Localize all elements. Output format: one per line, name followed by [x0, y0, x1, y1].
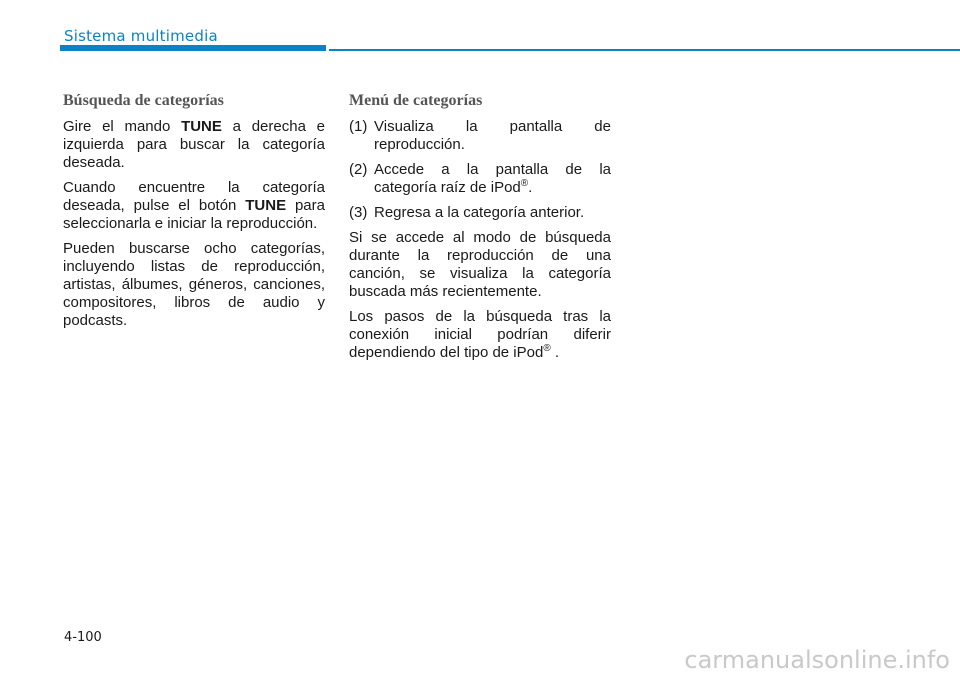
text-fragment: para seleccionarla e iniciar la reproducción.	[63, 197, 325, 232]
header-rule-thick	[60, 45, 326, 51]
text-fragment: Gire el mando	[63, 118, 182, 135]
watermark: carmanualsonline.info	[684, 646, 950, 674]
paragraph-search-mode: Si se accede al modo de búsqueda durante la reproducción de una canción, se visualiza la categoría buscada más recientemente.	[349, 229, 611, 300]
left-column	[63, 92, 325, 337]
text-fragment: .	[550, 344, 560, 361]
paragraph-ipod-type	[349, 308, 611, 362]
text-fragment: a derecha e izquierda para buscar la categoría deseada.	[63, 118, 325, 171]
list-item	[349, 204, 611, 222]
text-fragment: Los pasos de la búsqueda tras la conexión inicial podrían diferir dependiendo del tipo de iPod	[349, 308, 611, 361]
header-rule-thin	[329, 49, 960, 51]
list-item	[349, 118, 611, 154]
paragraph-tune-turn	[63, 118, 325, 172]
page-number: 4-100	[64, 630, 102, 645]
item-text: Accede a la pantalla de la categoría raíz de iPod	[374, 161, 611, 196]
paragraph-tune-press	[63, 179, 325, 233]
text-fragment: Cuando encuentre la categoría deseada, pulse el botón	[63, 179, 325, 214]
heading-menu: Menú de categorías	[349, 92, 483, 109]
heading-busqueda: Búsqueda de categorías	[63, 92, 224, 109]
item-number: (1)	[349, 118, 368, 135]
paragraph-categories: Pueden buscarse ocho categorías, incluyendo listas de reproducción, artistas, álbumes, géneros, canciones, compositores, libros de audio y podcasts.	[63, 240, 325, 329]
registered-mark: ®	[520, 178, 529, 189]
item-number: (2)	[349, 161, 368, 178]
tune-keyword: TUNE	[245, 197, 287, 214]
list-item	[349, 161, 611, 197]
item-text-wrapper	[374, 161, 611, 197]
item-text: Regresa a la categoría anterior.	[374, 204, 585, 221]
item-text-end: .	[528, 179, 533, 196]
item-number: (3)	[349, 204, 368, 221]
registered-mark: ®	[543, 343, 551, 354]
section-title: Sistema multimedia	[64, 27, 218, 45]
right-column	[349, 92, 611, 369]
tune-keyword: TUNE	[181, 118, 222, 135]
item-text: Visualiza la pantalla de reproducción.	[374, 118, 611, 153]
